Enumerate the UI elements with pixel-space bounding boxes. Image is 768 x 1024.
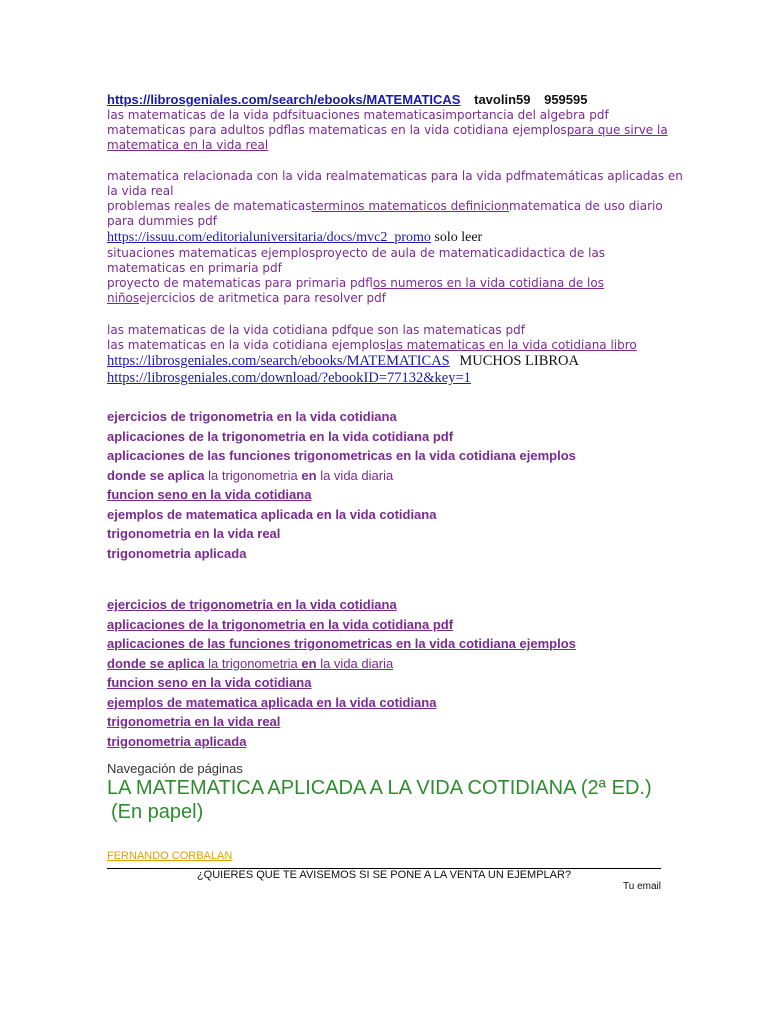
list-item: trigonometria aplicada [107, 545, 247, 561]
text-span: la trigonometria [208, 655, 298, 671]
muchos-libros-note: MUCHOS LIBROA [459, 353, 579, 369]
author-link[interactable]: FERNANDO CORBALAN [107, 850, 233, 862]
list-item [107, 466, 663, 486]
text-line [107, 138, 663, 153]
text-span: proyecto de matematicas para primaria pdf [107, 276, 373, 290]
issuu-line [107, 229, 663, 246]
book-title: LA MATEMATICA APLICADA A LA VIDA COTIDIANA (2ª ED.) [107, 777, 652, 799]
text-span: donde se aplica [107, 467, 205, 483]
text-span: ejercicios de aritmetica para resolver pdf [139, 291, 386, 305]
list-item: aplicaciones de las funciones trigonometricas en la vida cotidiana ejemplos [107, 448, 576, 463]
text-span: matematicas para adultos pdflas matematicas en la vida cotidiana ejemplos [107, 123, 567, 137]
link-line [107, 370, 663, 387]
list-link[interactable]: aplicaciones de la trigonometria en la vida cotidiana pdf [107, 616, 454, 632]
para-que-sirve-link[interactable]: para que sirve la [566, 123, 668, 137]
ninos-link[interactable]: niños [107, 291, 140, 305]
list-link[interactable]: funcion seno en la vida cotidiana [107, 675, 312, 690]
librosgeniales-download-link[interactable]: https://librosgeniales.com/download/?ebookID=77132&key=1 [107, 370, 471, 386]
text-line [107, 199, 663, 214]
list-item: ejercicios de trigonometria en la vida cotidiana [107, 409, 397, 424]
document-page [107, 92, 683, 892]
text-span: la vida diaria [320, 467, 394, 483]
text-span: donde se aplica [107, 655, 205, 671]
vida-cotidiana-libro-link[interactable]: las matematicas en la vida cotidiana libro [385, 338, 637, 352]
issuu-note: solo leer [434, 230, 483, 245]
librosgeniales-search-link[interactable]: https://librosgeniales.com/search/ebooks/MATEMATICAS [107, 92, 461, 107]
list-link[interactable]: trigonometria en la vida real [107, 714, 281, 729]
list-link[interactable] [107, 654, 663, 674]
terminos-link[interactable]: terminos matematicos definicion [311, 199, 509, 213]
text-span: problemas reales de matematicas [107, 199, 312, 213]
text-line: las matematicas de la vida cotidiana pdfque son las matematicas pdf [107, 323, 525, 337]
user-code: 959595 [544, 92, 588, 107]
text-span: en [301, 655, 317, 671]
list-link[interactable]: ejemplos de matematica aplicada en la vida cotidiana [107, 694, 437, 710]
list-item: aplicaciones de la trigonometria en la vida cotidiana pdf [107, 428, 454, 444]
text-line: la vida real [107, 184, 174, 198]
text-span: la vida diaria [320, 655, 394, 671]
text-line: situaciones matematicas ejemplosproyecto de aula de matematicadidactica de las [107, 246, 606, 260]
text-line [107, 291, 663, 306]
matematica-vida-real-link[interactable]: matematica en la vida real [107, 138, 269, 152]
list-link[interactable]: aplicaciones de las funciones trigonometricas en la vida cotidiana ejemplos [107, 636, 576, 651]
notify-prompt: ¿QUIERES QUE TE AVISEMOS SI SE PONE A LA VENTA UN EJEMPLAR? [107, 868, 661, 881]
librosgeniales-search-link-2[interactable]: https://librosgeniales.com/search/ebooks/MATEMATICAS [107, 353, 450, 369]
header-line [107, 92, 663, 108]
issuu-link[interactable]: https://issuu.com/editorialuniversitaria/docs/mvc2_promo [107, 230, 431, 245]
text-line [107, 338, 663, 353]
list-item: ejemplos de matematica aplicada en la vida cotidiana [107, 506, 437, 522]
text-line: para dummies pdf [107, 214, 217, 228]
text-line: matematicas en primaria pdf [107, 261, 282, 275]
text-span: matematica de uso diario [508, 199, 663, 213]
text-line: matematica relacionada con la vida realmatematicas para la vida pdfmatemáticas aplicadas en [107, 169, 683, 183]
user-name: tavolin59 [474, 92, 531, 107]
list-link[interactable]: ejercicios de trigonometria en la vida cotidiana [107, 597, 397, 612]
text-span: la trigonometria [208, 467, 298, 483]
book-format: (En papel) [111, 801, 204, 823]
text-span: en [301, 467, 317, 483]
link-line [107, 353, 663, 370]
text-line: las matematicas de la vida pdfsituaciones matematicasimportancia del algebra pdf [107, 108, 609, 122]
list-item: trigonometria en la vida real [107, 526, 281, 541]
numeros-vida-link[interactable]: los numeros en la vida cotidiana de los [372, 276, 604, 290]
page-navigation-label: Navegación de páginas [107, 761, 243, 776]
email-field-label[interactable]: Tu email [623, 881, 661, 892]
list-link[interactable]: trigonometria aplicada [107, 733, 247, 749]
text-line [107, 276, 663, 291]
funcion-seno-link[interactable]: funcion seno en la vida cotidiana [107, 487, 312, 502]
text-line [107, 123, 668, 138]
text-span: las matematicas en la vida cotidiana ejemplos [107, 338, 386, 352]
